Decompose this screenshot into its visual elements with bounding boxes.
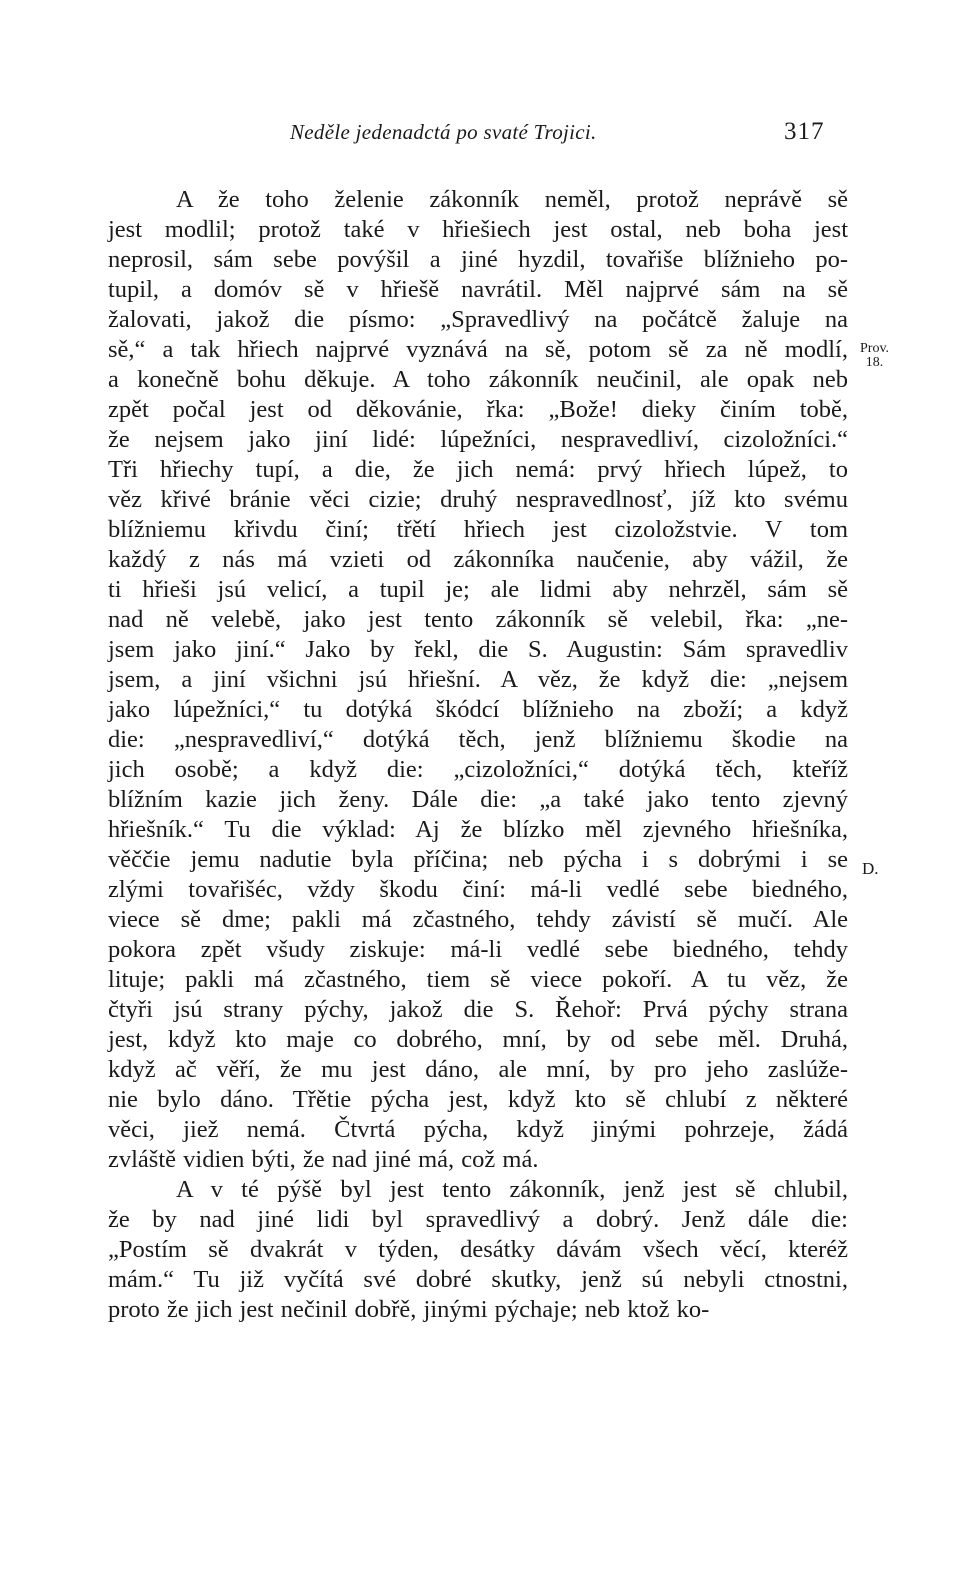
- margin-note-d: D.: [862, 859, 879, 878]
- text-line: viece sě dme; pakli má zčastného, tehdy závistí sě mučí. Ale: [108, 906, 848, 933]
- text-line: jest, když kto maje co dobrého, mní, by od sebe měl. Druhá,: [108, 1026, 848, 1053]
- text-line: die: „nespravedliví,“ dotýká těch, jenž blížniemu škodie na: [108, 726, 848, 753]
- text-line: jako lúpežníci,“ tu dotýká škódcí blížnieho na zboží; a když: [108, 696, 848, 723]
- text-line: zlými tovařišéc, vždy škodu činí: má-li vedlé sebe biedného,: [108, 876, 848, 903]
- text-line: věččie jemu nadutie byla příčina; neb pýcha i s dobrými i se: [108, 846, 848, 873]
- text-line: pokora zpět všudy ziskuje: má-li vedlé sebe biedného, tehdy: [108, 936, 848, 963]
- text-line: proto že jich jest nečinil dobřě, jinými pýchaje; neb ktož ko-: [108, 1296, 710, 1323]
- paragraph-2: [108, 1175, 848, 1325]
- running-title: Neděle jedenadctá po svaté Trojici.: [290, 120, 597, 144]
- page-number: 317: [784, 118, 825, 145]
- text-line: čtyři jsú strany pýchy, jakož die S. Řehoř: Prvá pýchy strana: [108, 996, 848, 1023]
- body-text: [108, 185, 848, 1325]
- text-line: věci, jiež nemá. Čtvrtá pýcha, když jinými pohrzeje, žádá: [108, 1116, 848, 1143]
- margin-note-prov-book: Prov.: [860, 341, 890, 356]
- text-line: jsem jako jiní.“ Jako by řekl, die S. Augustin: Sám spravedliv: [108, 636, 848, 663]
- text-line: neprosil, sám sebe povýšil a jiné hyzdil, tovařiše blížnieho po-: [108, 246, 848, 273]
- text-line: že by nad jiné lidi byl spravedlivý a dobrý. Jenž dále die:: [108, 1206, 848, 1233]
- text-line: zpět počal jest od děkovánie, řka: „Bože! dieky činím tobě,: [108, 396, 848, 423]
- text-line: mám.“ Tu již vyčítá své dobré skutky, jenž sú nebyli ctnostni,: [108, 1266, 848, 1293]
- text-line: A v té pýšě byl jest tento zákonník, jenž jest sě chlubil,: [176, 1176, 848, 1203]
- text-line: zvláště vidien býti, že nad jiné má, což má.: [108, 1146, 539, 1173]
- text-line: „Postím sě dvakrát v týden, desátky dávám všech věcí, kteréž: [108, 1236, 848, 1263]
- text-line: každý z nás má vzieti od zákonníka naučenie, aby vážil, že: [108, 546, 848, 573]
- text-line: Tři hřiechy tupí, a die, že jich nemá: prvý hřiech lúpež, to: [108, 456, 848, 483]
- text-line: nie bylo dáno. Třětie pýcha jest, když kto sě chlubí z některé: [108, 1086, 848, 1113]
- text-line: a konečně bohu děkuje. A toho zákonník neučinil, ale opak neb: [108, 366, 848, 393]
- margin-note-prov: [860, 342, 889, 370]
- text-line: když ač věří, že mu jest dáno, ale mní, by pro jeho zaslúže-: [108, 1056, 848, 1083]
- paragraph-1: [108, 185, 848, 1175]
- margin-note-prov-chapter: 18.: [865, 355, 884, 370]
- text-line: sě,“ a tak hřiech najprvé vyznává na sě, potom sě za ně modlí,: [108, 336, 848, 363]
- text-line: A že toho želenie zákonník neměl, protož neprávě sě: [176, 186, 848, 213]
- text-line: nad ně velebě, jako jest tento zákonník sě velebil, řka: „ne-: [108, 606, 848, 633]
- text-line: tupil, a domóv sě v hřiešě navrátil. Měl najprvé sám na sě: [108, 276, 848, 303]
- text-line: blížniemu křivdu činí; třětí hřiech jest cizoložstvie. V tom: [108, 516, 848, 543]
- text-line: věz křivé bránie věci cizie; druhý nespravedlnosť, jíž kto svému: [108, 486, 848, 513]
- text-line: hřiešník.“ Tu die výklad: Aj že blízko měl zjevného hřiešníka,: [108, 816, 848, 843]
- text-line: jest modlil; protož také v hřiešiech jest ostal, neb boha jest: [108, 216, 848, 243]
- text-line: žalovati, jakož die písmo: „Spravedlivý na počátcě žaluje na: [108, 306, 848, 333]
- text-line: že nejsem jako jiní lidé: lúpežníci, nespravedliví, cizoložníci.“: [108, 426, 848, 453]
- text-line: lituje; pakli má zčastného, tiem sě viece pokoří. A tu věz, že: [108, 966, 848, 993]
- text-line: jsem, a jiní všichni jsú hřiešní. A věz, že když die: „nejsem: [108, 666, 848, 693]
- text-line: ti hřieši jsú velicí, a tupil je; ale lidmi aby nehrzěl, sám sě: [108, 576, 848, 603]
- text-line: blížním kazie jich ženy. Dále die: „a také jako tento zjevný: [108, 786, 848, 813]
- text-line: jich osobě; a když die: „cizoložníci,“ dotýká těch, kteříž: [108, 756, 848, 783]
